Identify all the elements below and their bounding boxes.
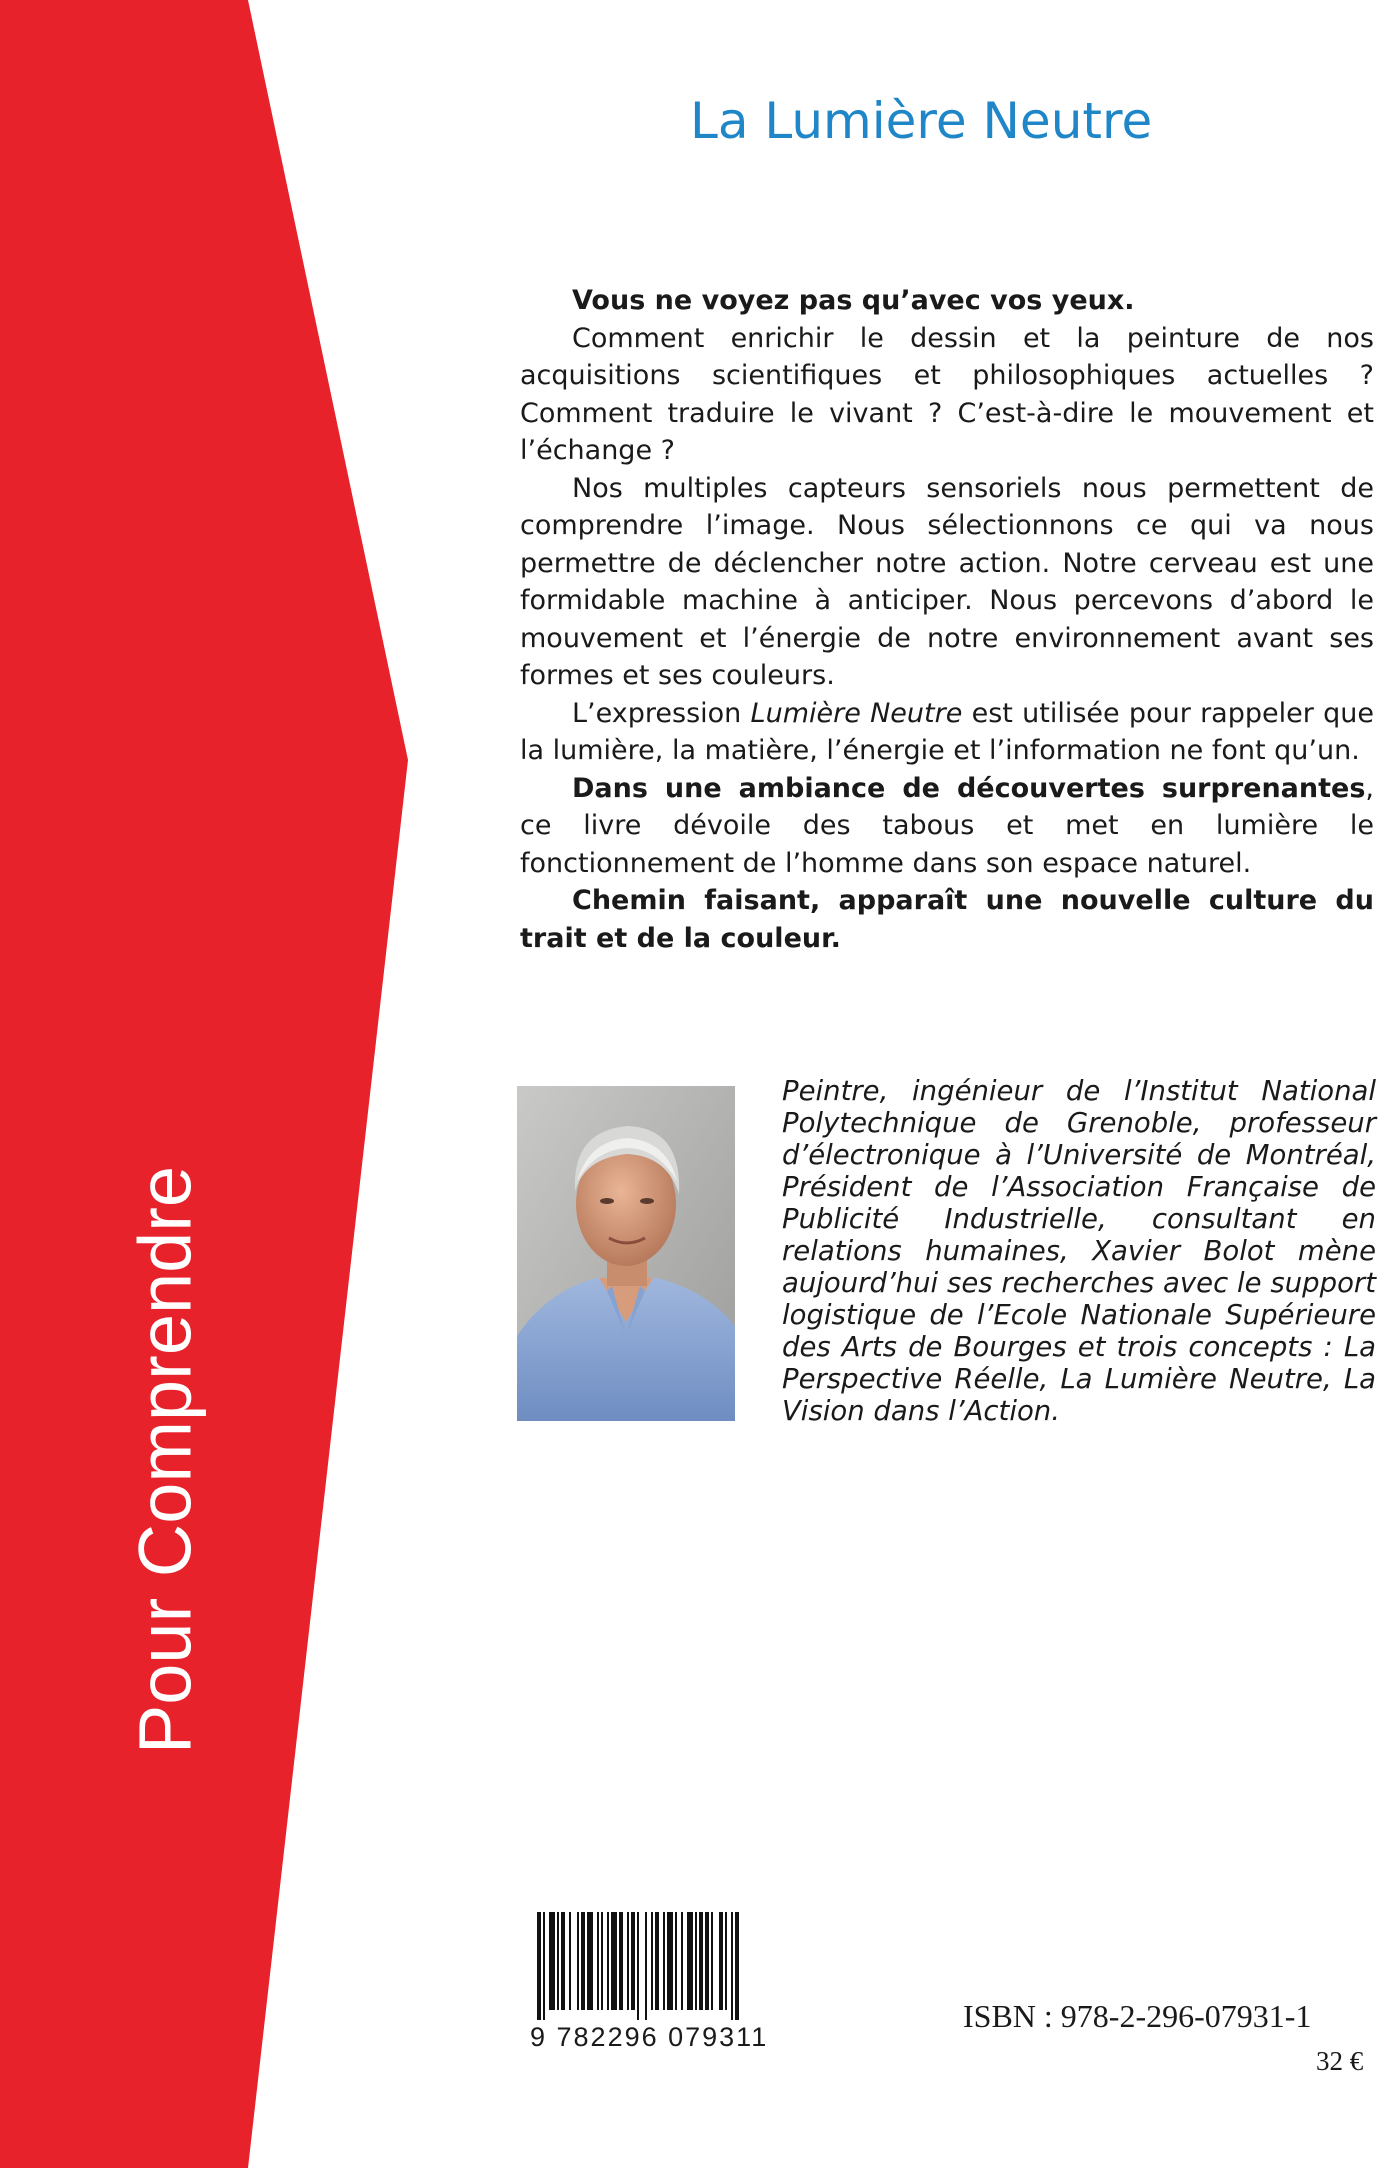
barcode-bar (637, 1912, 639, 2020)
barcode-digits: 9 782296 079311 (530, 2022, 769, 2052)
barcode-bar (569, 1912, 571, 2010)
barcode-bar (731, 1912, 733, 2020)
blurb-paragraph-4 (520, 770, 1374, 883)
barcode-bar (557, 1912, 559, 2010)
barcode-bar (675, 1912, 677, 2010)
barcode (535, 1912, 810, 2020)
barcode-bar (725, 1912, 727, 2010)
barcode-bar (587, 1912, 593, 2010)
barcode-bar (651, 1912, 653, 2010)
barcode-bar (607, 1912, 609, 2010)
barcode-bar (699, 1912, 703, 2010)
barcode-bar (667, 1912, 673, 2010)
isbn-label: ISBN : 978-2-296-07931-1 (963, 1998, 1312, 2034)
barcode-bar (561, 1912, 565, 2010)
price-label: 32 € (1316, 2046, 1364, 2076)
barcode-bar (705, 1912, 709, 2010)
barcode-bar (543, 1912, 545, 2020)
barcode-bar (627, 1912, 629, 2010)
blurb-p4-rest: , ce livre dévoile des tabous et met en lumière le fonctionnement de l’homme dans son espace naturel. (520, 772, 1374, 879)
barcode-bar (711, 1912, 713, 2010)
barcode-bar (645, 1912, 647, 2020)
blurb-p4-bold: Dans une ambiance de découvertes surprenantes (572, 772, 1366, 804)
series-name: Pour Comprendre (123, 1165, 207, 1755)
barcode-bar (619, 1912, 623, 2010)
blurb-p3-emphasis: Lumière Neutre (750, 697, 963, 729)
blurb-paragraph-5: Chemin faisant, apparaît une nouvelle culture du trait et de la couleur. (520, 885, 1374, 954)
blurb-paragraph-1: Comment enrichir le dessin et la peinture de nos acquisitions scientifiques et philosophiques actuelles ? Comment traduire le vivant ? C’est-à-dire le mouvement et l’échange ? (520, 322, 1374, 466)
author-photo (517, 1086, 735, 1421)
barcode-bar (549, 1912, 555, 2010)
barcode-bar (735, 1912, 739, 2020)
blurb-lead: Vous ne voyez pas qu’avec vos yeux. (572, 285, 1135, 316)
barcode-bar (597, 1912, 599, 2010)
barcode-bar (577, 1912, 579, 2010)
back-cover-blurb (520, 282, 1374, 957)
barcode-bar (581, 1912, 585, 2010)
blurb-paragraph-3 (520, 695, 1374, 770)
barcode-bar (655, 1912, 659, 2010)
author-bio: Peintre, ingénieur de l’Institut National Polytechnique de Grenoble, professeur d’électronique à l’Université de Montréal, Président de l’Association Française de Publicité Industrielle, consultant en relations humaines, Xavier Bolot mène aujourd’hui ses recherches avec le support logistique de l’Ecole Nationale Supérieure des Arts de Bourges et trois concepts : La Perspective Réelle, La Lumière Neutre, La Vision dans l’Action. (782, 1075, 1376, 1427)
blurb-p3-start: L’expression (572, 697, 751, 729)
barcode-bar (631, 1912, 635, 2010)
blurb-p3-end: est utilisée pour rappeler que la lumière, la matière, l’énergie et l’information ne font qu’un. (520, 697, 1374, 766)
barcode-bar (601, 1912, 603, 2010)
barcode-bar (663, 1912, 665, 2010)
barcode-bar (687, 1912, 693, 2010)
red-spine-band (0, 0, 420, 2168)
barcode-bar (681, 1912, 683, 2010)
book-title: La Lumière Neutre (690, 92, 1153, 150)
barcode-bar (719, 1912, 723, 2010)
barcode-bar (537, 1912, 541, 2020)
barcode-bar (695, 1912, 697, 2010)
barcode-bar (611, 1912, 617, 2010)
blurb-paragraph-2: Nos multiples capteurs sensoriels nous permettent de comprendre l’image. Nous sélectionnons ce qui va nous permettre de déclencher notre action. Notre cerveau est une formidable machine à anticiper. Nous percevons d’abord le mouvement et l’énergie de notre environnement avant ses formes et ses couleurs. (520, 472, 1374, 691)
